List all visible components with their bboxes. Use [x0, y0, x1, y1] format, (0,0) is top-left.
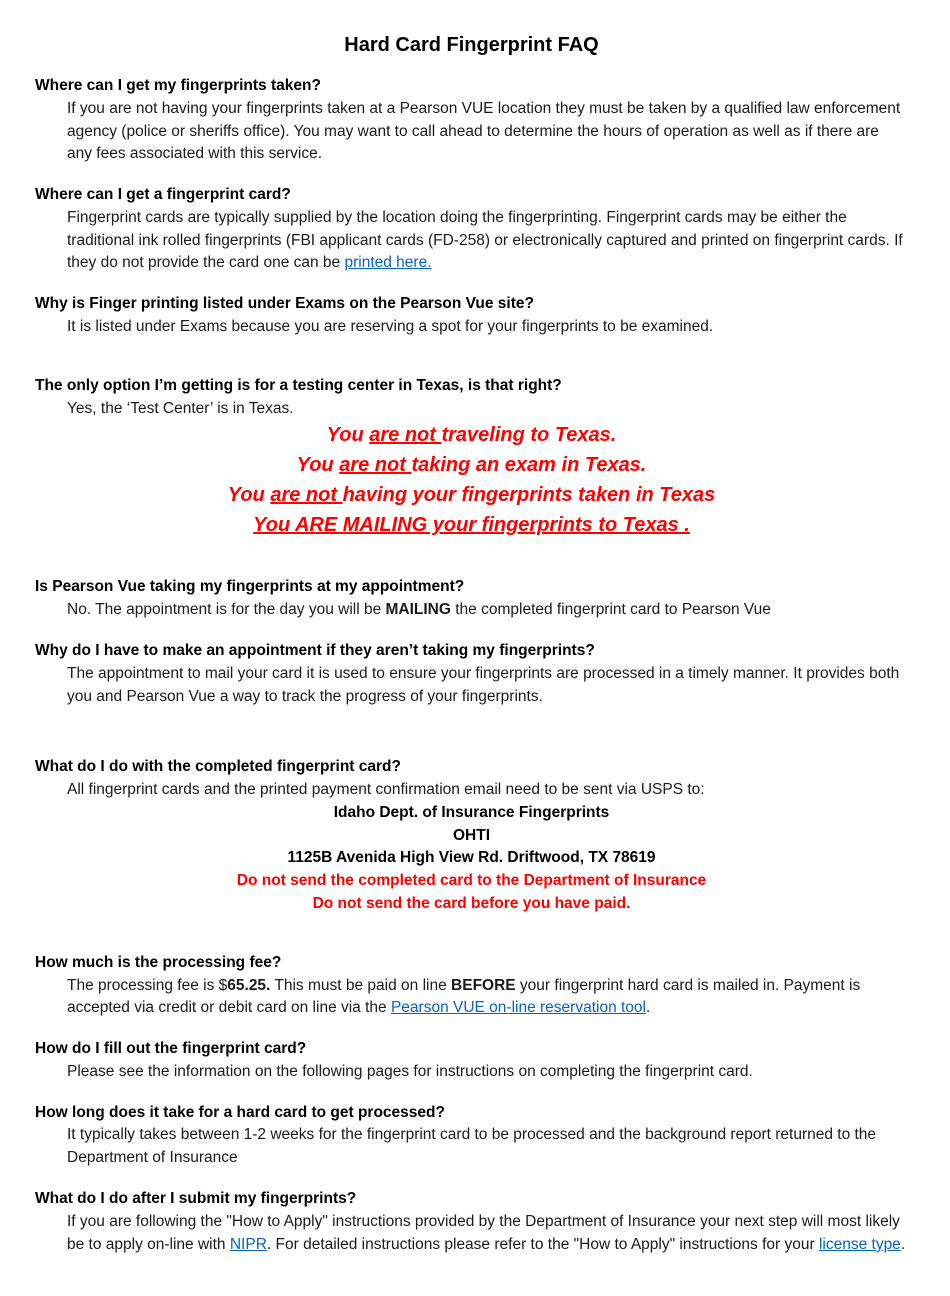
faq-answer: [67, 663, 908, 709]
text-segment: What do I do after I submit my fingerprints?: [35, 1190, 357, 1207]
faq-question: [35, 576, 908, 599]
faq-question: [35, 756, 908, 779]
text-segment: 1125B Avenida High View Rd. Driftwood, TX 78619: [287, 849, 656, 867]
red-emphasis-line: [35, 420, 908, 450]
text-segment: No. The appointment is for the day you will be: [67, 601, 386, 619]
printed-here-link[interactable]: printed here.: [344, 254, 432, 272]
text-segment: 65.25.: [227, 976, 271, 994]
text-segment: Where can I get a fingerprint card?: [35, 186, 291, 204]
text-segment: having your fingerprints taken in Texas: [342, 484, 716, 507]
text-segment: traveling to Texas.: [441, 424, 617, 447]
faq-question: [35, 1188, 908, 1211]
mailing-address-line: [35, 825, 908, 848]
text-segment: Idaho Dept. of Insurance Fingerprints: [333, 803, 610, 821]
warning-line: [35, 870, 908, 893]
red-emphasis-line: [35, 510, 908, 540]
faq-question: [35, 75, 908, 98]
faq-answer: [67, 1124, 908, 1170]
red-emphasis-line: [35, 480, 908, 510]
text-segment: Do not send the completed card to the Department of Insurance: [236, 872, 707, 890]
text-segment: How do I fill out the fingerprint card?: [35, 1040, 307, 1058]
text-segment: Do not send the card before you have paid.: [312, 894, 631, 912]
text-segment: are not: [339, 454, 412, 477]
text-segment: MAILING: [385, 601, 451, 619]
text-segment: How much is the processing fee?: [35, 953, 282, 971]
text-segment: You: [326, 424, 370, 447]
faq-answer: [67, 1211, 908, 1257]
faq-answer: [67, 207, 908, 275]
faq-question: [35, 184, 908, 207]
faq-answer: [67, 1061, 908, 1084]
text-segment: BEFORE: [451, 976, 516, 994]
faq-answer: [67, 98, 908, 166]
text-segment: . For detailed instructions please refer to the "How to Apply" instructions for your: [266, 1235, 819, 1253]
text-segment: How long does it take for a hard card to get processed?: [35, 1103, 445, 1121]
text-segment: Why do I have to make an appointment if they aren’t taking my fingerprints?: [35, 641, 595, 659]
faq-answer: [67, 316, 908, 339]
faq-answer: [67, 975, 908, 1021]
faq-question: [35, 640, 908, 663]
text-segment: your fingerprint hard card is mailed in. Payment is accepted via credit or debit card on line via the: [67, 976, 861, 1017]
text-segment: The processing fee is $: [67, 976, 228, 994]
text-segment: the completed fingerprint card to Pearson Vue: [450, 601, 771, 619]
faq-question: [35, 375, 908, 398]
page-title: Hard Card Fingerprint FAQ: [344, 34, 599, 56]
faq-question: [35, 1038, 908, 1061]
nipr-link[interactable]: NIPR: [229, 1235, 267, 1253]
text-segment: It typically takes between 1-2 weeks for the fingerprint card to be processed and the background report returned to the Department of Insurance: [67, 1126, 877, 1167]
faq-question: [35, 293, 908, 316]
text-segment: You ARE MAILING your fingerprints to Texas .: [253, 514, 690, 537]
red-emphasis-line: [35, 450, 908, 480]
pearson-vue-reservation-tool-link[interactable]: Pearson VUE on-line reservation tool: [390, 999, 646, 1017]
text-segment: Yes, the ‘Test Center’ is in Texas.: [67, 399, 294, 417]
text-segment: are not: [270, 484, 343, 507]
text-segment: All fingerprint cards and the printed payment confirmation email need to be sent via USPS to:: [67, 781, 705, 799]
text-segment: You: [296, 454, 340, 477]
text-segment: taking an exam in Texas.: [411, 454, 647, 477]
mailing-address-line: [35, 847, 908, 870]
text-segment: It is listed under Exams because you are reserving a spot for your fingerprints to be examined.: [67, 318, 714, 336]
text-segment: are not: [369, 424, 442, 447]
text-segment: Please see the information on the following pages for instructions on completing the fingerprint card.: [67, 1062, 753, 1080]
text-segment: .: [900, 1235, 906, 1253]
text-segment: You: [227, 484, 271, 507]
text-segment: .: [646, 999, 651, 1017]
license-type-link[interactable]: license type: [818, 1235, 901, 1253]
text-segment: The only option I’m getting is for a testing center in Texas, is that right?: [35, 376, 562, 394]
text-segment: Fingerprint cards are typically supplied by the location doing the fingerprinting. Fingerprint cards may be either the traditional ink rolled fingerprints (FBI applicant cards (FD-258) or electronically captured and printed on fingerprint cards. If they do not provide the card one can be: [67, 208, 903, 272]
text-segment: If you are not having your fingerprints taken at a Pearson VUE location they must be taken by a qualified law enforcement agency (police or sheriffs office). You may want to call ahead to determine the hours of operation as well as if there are any fees associated with this service.: [67, 99, 901, 163]
text-segment: Is Pearson Vue taking my fingerprints at my appointment?: [35, 578, 465, 596]
faq-answer: [67, 599, 908, 622]
text-segment: Where can I get my fingerprints taken?: [35, 77, 321, 94]
faq-answer: [67, 779, 908, 802]
faq-question: [35, 1102, 908, 1125]
warning-line: [35, 893, 908, 916]
faq-answer: [67, 398, 908, 421]
text-segment: OHTI: [452, 826, 491, 844]
text-segment: If you are following the "How to Apply" instructions provided by the Department of Insurance your next step will most likely be to apply on-line with: [67, 1212, 900, 1253]
faq-question: [35, 952, 908, 975]
faq-blocks: [35, 75, 908, 1256]
text-segment: What do I do with the completed fingerprint card?: [35, 758, 401, 776]
mailing-address-line: [35, 802, 908, 825]
text-segment: Why is Finger printing listed under Exams on the Pearson Vue site?: [35, 295, 534, 313]
text-segment: This must be paid on line: [270, 976, 452, 994]
text-segment: The appointment to mail your card it is used to ensure your fingerprints are processed in a timely manner. It provides both you and Pearson Vue a way to track the progress of your fingerprints.: [67, 664, 900, 705]
